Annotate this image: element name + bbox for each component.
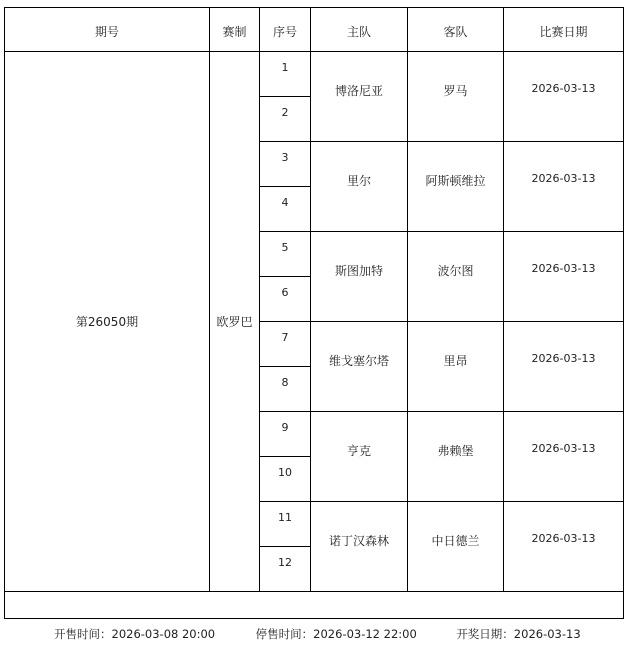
home-team: 博洛尼亚: [334, 84, 383, 98]
away-team: 弗赖堡: [437, 444, 474, 458]
draw-date: 开奖日期：2026-03-13: [456, 627, 581, 641]
match-date: 2026-03-13: [531, 352, 596, 365]
home-team: 维戈塞尔塔: [328, 354, 389, 368]
header-date: 比赛日期: [539, 25, 588, 39]
away-team: 中日德兰: [431, 534, 480, 548]
away-team: 阿斯顿维拉: [425, 174, 486, 188]
seq-number: 4: [281, 196, 289, 209]
seq-number: 9: [281, 421, 289, 434]
sale-info: [54, 626, 581, 642]
header-away: 客队: [443, 25, 468, 39]
match-date: 2026-03-13: [531, 262, 596, 275]
seq-number: 2: [281, 106, 289, 119]
header-seq: 序号: [272, 25, 297, 39]
sale-stop-time: 停售时间：2026-03-12 22:00: [255, 627, 417, 641]
seq-number: 8: [281, 376, 289, 389]
match-date: 2026-03-13: [531, 532, 596, 545]
seq-number: 10: [278, 466, 292, 479]
header-competition: 赛制: [222, 25, 247, 39]
seq-number: 5: [281, 241, 289, 254]
seq-number: 12: [278, 556, 292, 569]
header-home: 主队: [346, 25, 371, 39]
seq-number: 1: [281, 61, 289, 74]
away-team: 里昂: [443, 354, 468, 368]
home-team: 斯图加特: [334, 264, 383, 278]
home-team: 里尔: [346, 174, 371, 188]
away-team: 罗马: [443, 84, 468, 98]
home-team: 亨克: [346, 444, 371, 458]
match-date: 2026-03-13: [531, 172, 596, 185]
match-date: 2026-03-13: [531, 442, 596, 455]
period-value: 第26050期: [75, 315, 139, 329]
seq-number: 3: [281, 151, 289, 164]
home-team: 诺丁汉森林: [328, 534, 389, 548]
seq-number: 11: [278, 511, 292, 524]
sale-start-time: 开售时间：2026-03-08 20:00: [54, 627, 216, 641]
competition-value: 欧罗巴: [216, 315, 253, 329]
header-period: 期号: [94, 25, 119, 39]
seq-number: 6: [281, 286, 289, 299]
seq-number: 7: [281, 331, 289, 344]
away-team: 波尔图: [437, 264, 474, 278]
match-date: 2026-03-13: [531, 82, 596, 95]
